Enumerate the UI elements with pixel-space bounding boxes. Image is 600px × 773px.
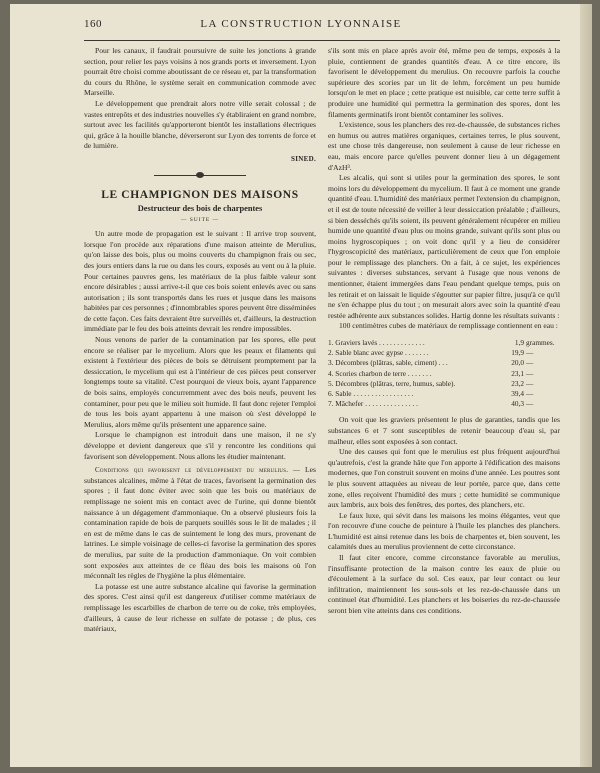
section-heading: Conditions qui favorisent le développement du merulius. — [95,466,301,475]
article-continuation-marker: — SUITE — [180,216,220,223]
table-value: 19,9 [511,348,524,358]
paragraph: Le faux luxe, qui sévit dans les maisons les moins élégantes, veut que l'on recouvre d'une couche de peinture à l'huile les planches des planchers. L'humidité est ainsi retenue dans les bois de charpentes et, bien souvent, les calamités dues au merulius proviennent de cette circonstance. [328,510,560,552]
page-binding-edge [580,4,592,767]
paragraph: La potasse est une autre substance alcaline qui favorise la germination des spores. C'est ainsi qu'il est dangereux d'utiliser comme matériaux de remplissage les escarbilles de charbon de terre ou de coke, très employées, d'ailleurs, à cause de leur richesse en sulfate de potasse ; de plus, ces matériaux, [84,581,316,634]
table-row [328,338,560,348]
table-label: 6. Sable . . . . . . . . . . . . . . . . . [328,388,414,398]
table-unit: — [526,378,534,388]
table-unit: — [526,399,534,409]
water-content-table [328,338,560,409]
table-unit: — [526,388,534,398]
header-rule [84,40,560,41]
paragraph: Une des causes qui font que le merulius est plus fréquent aujourd'hui qu'autrefois, c'est la grande hâte que l'on apporte à l'édification des maisons modernes, que l'on construit souvent en moins d'une année. Les poutres sont le plus souvent attaquées au niveau de leur portée, parce que, dans cette zone, elles reçoivent l'humidité des murs ; cette humidité se communique aux lambris, aux bois des fenêtres, des portes, des planchers, etc. [328,447,560,510]
paragraph: Il faut citer encore, comme circonstance favorable au merulius, l'insuffisante protection de la maison contre les eaux de pluie ou d'écoulement à la surface du sol. Ces eaux, par leur contact ou leur infiltration, maintiennent les sous-sols et les rez-de-chaussée dans un continuel état d'humidité. Les planchers et les boiseries du rez-de-chaussée seront bien vite atteints dans ces conditions. [328,553,560,616]
page-header [10,18,592,38]
right-column [328,46,560,617]
table-row [328,399,560,409]
page-number: 160 [84,18,102,30]
section-divider [84,169,316,183]
table-row [328,348,560,358]
table-label: 4. Scories charbon de terre . . . . . . . [328,368,432,378]
table-value: 23,2 [511,378,524,388]
table-value: 1,9 [514,338,524,348]
table-value: 20,0 [511,358,524,368]
paragraph: Lorsque le champignon est introduit dans une maison, il ne s'y développe et devient dangereux que s'il y rencontre les conditions qui favorisent son développement. Nous allons les étudier maintenant. [84,430,316,461]
signature: SINED. [291,154,316,163]
paragraph: Les alcalis, qui sont si utiles pour la germination des spores, le sont moins lors du développement du mycelium. Il faut à ce moment une grande quantité d'eau. L'humidité des matériaux permet l'extension du champignon, et il est de toute nécessité de veiller à leur dessiccation préalable ; d'ailleurs, si bien desséchés qu'ils soient, ils peuvent généralement récupérer en milieu humide une quantité d'eau plus ou moins grande, suivant qu'ils sont plus ou moins hygroscopiques ; on voit donc qu'il y a lieu de considérer l'hygroscopicité des matériaux, particulièrement de ceux que l'on emploie pour le remplissage des planchers. On a fait, à ce sujet, les expériences suivantes : diverses substances, servant à l'usage que nous venons de mentionner, étaient immergées dans l'eau pendant quelque temps, puis on les retirait et on laissait le liquide s'égoutter sur papier filtre, jusqu'à ce qu'il ne s'en échappe plus du tout ; on mesurait alors avec soin la quantité d'eau restée adhérente aux substances solides. Hartig donne les résultats suivants : [328,173,560,320]
paragraph: Pour les canaux, il faudrait poursuivre de suite les jonctions à grande section, pour relier les pays voisins à nos grands ports et inversement. Lyon pourrait être choisi comme aboutissant de ce réseau et, par la transformation du cours du Rhône, le système serait en communication commode avec Marseille. [84,46,316,98]
table-label: 1. Graviers lavés . . . . . . . . . . . . . [328,338,425,348]
paragraph: Le développement que prendrait alors notre ville serait colossal ; de vastes entrepôts et des industries nouvelles s'y établiraient en grand nombre, surtout avec les facilités qu'apporteront bientôt les installations électriques qui, grâce à la houille blanche, déverseront sur Lyon des torrents de force et de lumière. [84,98,316,151]
divider-ornament [196,172,204,178]
table-row [328,389,560,399]
table-row [328,369,560,379]
table-unit: — [526,368,534,378]
article-subtitle: Destructeur des bois de charpentes [137,203,263,213]
table-label: 5. Décombres (plâtras, terre, humus, sable). [328,378,456,388]
paragraph: On voit que les graviers présentent le plus de garanties, tandis que les substances 6 et 7 sont susceptibles de retenir beaucoup d'eau si, par malheur, elles sont exposées à son contact. [328,415,560,446]
section-paragraph [84,465,316,582]
left-column [84,46,316,635]
paragraph: Nous venons de parler de la contamination par les spores, elle peut encore se réaliser par le mycelium. Alors que les peaux et filaments qui existent à l'extérieur des pièces de bois se détruisent promptement par la dessiccation, le mycelium qui est à l'intérieur de ces pièces peut conserver longtemps toute sa vitalité. C'est pourquoi de vieux bois, ayant l'apparence de bois sains, employés concurremment avec des bois neufs, peuvent les contaminer, pour peu que le milieu soit humide. Il faut donc rejeter l'emploi de tous les bois ayant appartenu à une maison où s'est développé le Merulius, alors même qu'ils présentent une apparence saine. [84,335,316,429]
table-value: 39,4 [511,388,524,398]
paragraph: 100 centimètres cubes de matériaux de remplissage contiennent en eau : [339,321,558,331]
article-title: LE CHAMPIGNON DES MAISONS [101,188,299,201]
table-label: 2. Sable blanc avec gypse . . . . . . . [328,348,429,358]
table-value: 40,3 [511,399,524,409]
table-unit: grammes. [526,338,555,348]
page [10,4,592,767]
running-title: LA CONSTRUCTION LYONNAISE [200,18,402,30]
table-unit: — [526,358,534,368]
table-unit: — [526,348,534,358]
table-label: 7. Mâchefer . . . . . . . . . . . . . . . [328,399,418,409]
paragraph: Un autre mode de propagation est le suivant : Il arrive trop souvent, lorsque l'on procède aux réparations d'une maison atteinte de Merulius, qu'on laisse des bois, plus ou moins couverts du champignon frais ou sec, des jours entiers dans la rue ou dans les cours, exposés au vent ou à la pluie. Pour certaines pauvres gens, les matériaux de la plus faible valeur sont encore désirables ; aussi arrive-t-il que ces bois soient enlevés avec ou sans autorisation ; ils sont transportés dans les rues et jusque dans les maisons habitées par ces personnes ; d'innombrables spores peuvent être disséminées de cette façon. Ces faits devraient être surveillés et, d'ailleurs, la destruction immédiate par le feu des bois atteints devrait les rendre impossibles. [84,229,316,334]
paragraph: L'existence, sous les planchers des rez-de-chaussée, de substances riches en humus ou autres matières organiques, certaines terres, le plus souvent, est une chose très dangereuse, non seulement à cause de leur richesse en eau, mais encore parce qu'elles peuvent donner lieu à un dégagement d'AzH³. [328,120,560,172]
table-value: 23,1 [511,368,524,378]
table-label: 3. Décombres (plâtras, sable, ciment) . . . [328,358,448,368]
table-row [328,379,560,389]
section-text: Les substances alcalines, même à l'état de traces, favorisent la germination des spores ; il faut donc éviter avec soin que les bois ou matériaux de remplissage ne soient mis en contact avec de l'urine, qui donne bientôt naissance à un dégagement d'ammoniaque. On a observé plusieurs fois la contamination rapide de bois de parquets souillés sous le lit de malades ; il en est de même dans le cas de suintement le long des murs, provenant de latrines. Le simple voisinage de celles-ci favorise la germination des spores de merulius, par suite de la production d'ammoniaque. On voit combien sont exposées aux atteintes de ce fléau des bois les maisons où l'on méconnaît les règles de l'hygiène la plus élémentaire. [84,465,316,581]
table-row [328,358,560,368]
paragraph: s'ils sont mis en place après avoir été, même peu de temps, exposés à la pluie, contiennent de grandes quantités d'eau. A ce titre encore, ils favorisent le développement du merulius. On recouvre parfois la couche supérieure des scories par un lit de lehm, forcément un peu humide lorsqu'on le met en place ; cette pratique est nuisible, car cette terre suffit à produire une humidité qui permettra la germination des spores, dont les filaments germinatifs iront bientôt contaminer les solives. [328,46,560,119]
